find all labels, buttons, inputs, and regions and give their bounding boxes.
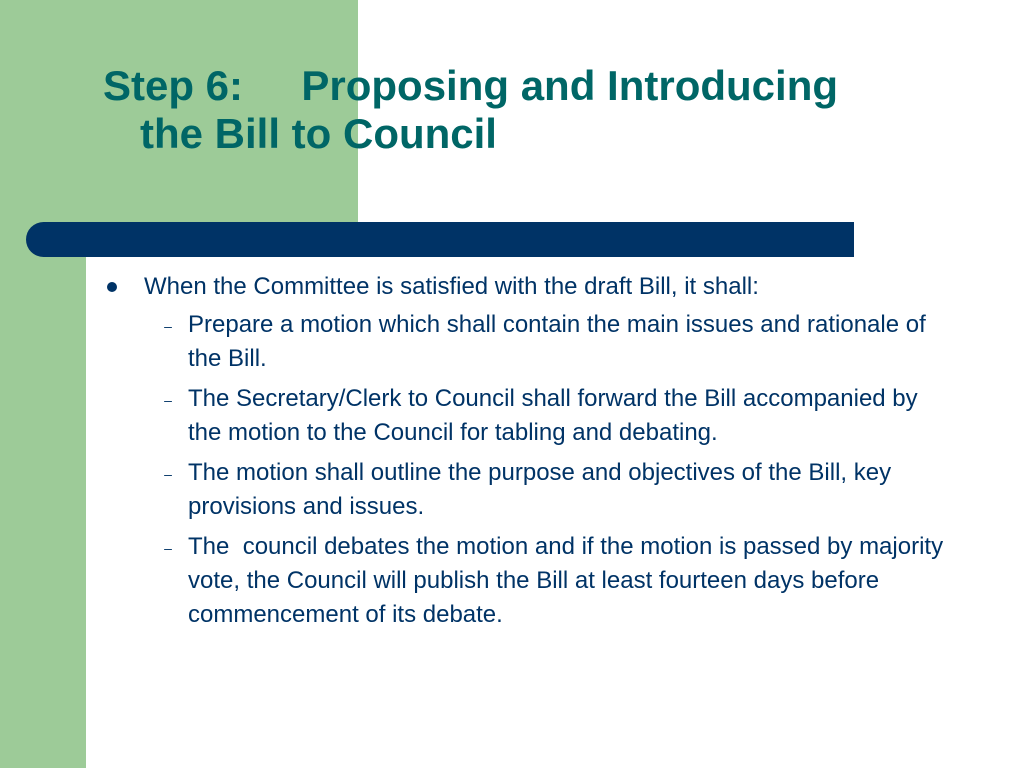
sub-bullet-text: Prepare a motion which shall contain the main issues and rationale of the Bill. [188, 311, 933, 372]
slide-title-line-2: the Bill to Council [140, 110, 497, 157]
dash-icon: – [164, 392, 172, 408]
slide-title [103, 62, 983, 158]
dash-icon: – [164, 318, 172, 334]
main-bullet [104, 270, 954, 304]
left-green-column [0, 0, 86, 768]
sub-bullet [160, 382, 954, 450]
sub-bullet [160, 530, 954, 632]
main-bullet-text: When the Committee is satisfied with the draft Bill, it shall: [144, 273, 759, 300]
sub-bullet-text: The Secretary/Clerk to Council shall forward the Bill accompanied by the motion to the Council for tabling and debating. [188, 385, 925, 446]
bullet-dot-icon [104, 270, 120, 304]
sub-bullet-text: The motion shall outline the purpose and objectives of the Bill, key provisions and issues. [188, 459, 898, 520]
slide-body [104, 270, 954, 638]
slide-title-line-1: Step 6: Proposing and Introducing [103, 62, 838, 109]
sub-bullet [160, 308, 954, 376]
sub-bullet-text: The council debates the motion and if the motion is passed by majority vote, the Council will publish the Bill at least fourteen days before commencement of its debate. [188, 533, 950, 628]
dash-icon: – [164, 466, 172, 482]
dash-icon: – [164, 540, 172, 556]
title-divider-bar [26, 222, 854, 257]
sub-bullet [160, 456, 954, 524]
